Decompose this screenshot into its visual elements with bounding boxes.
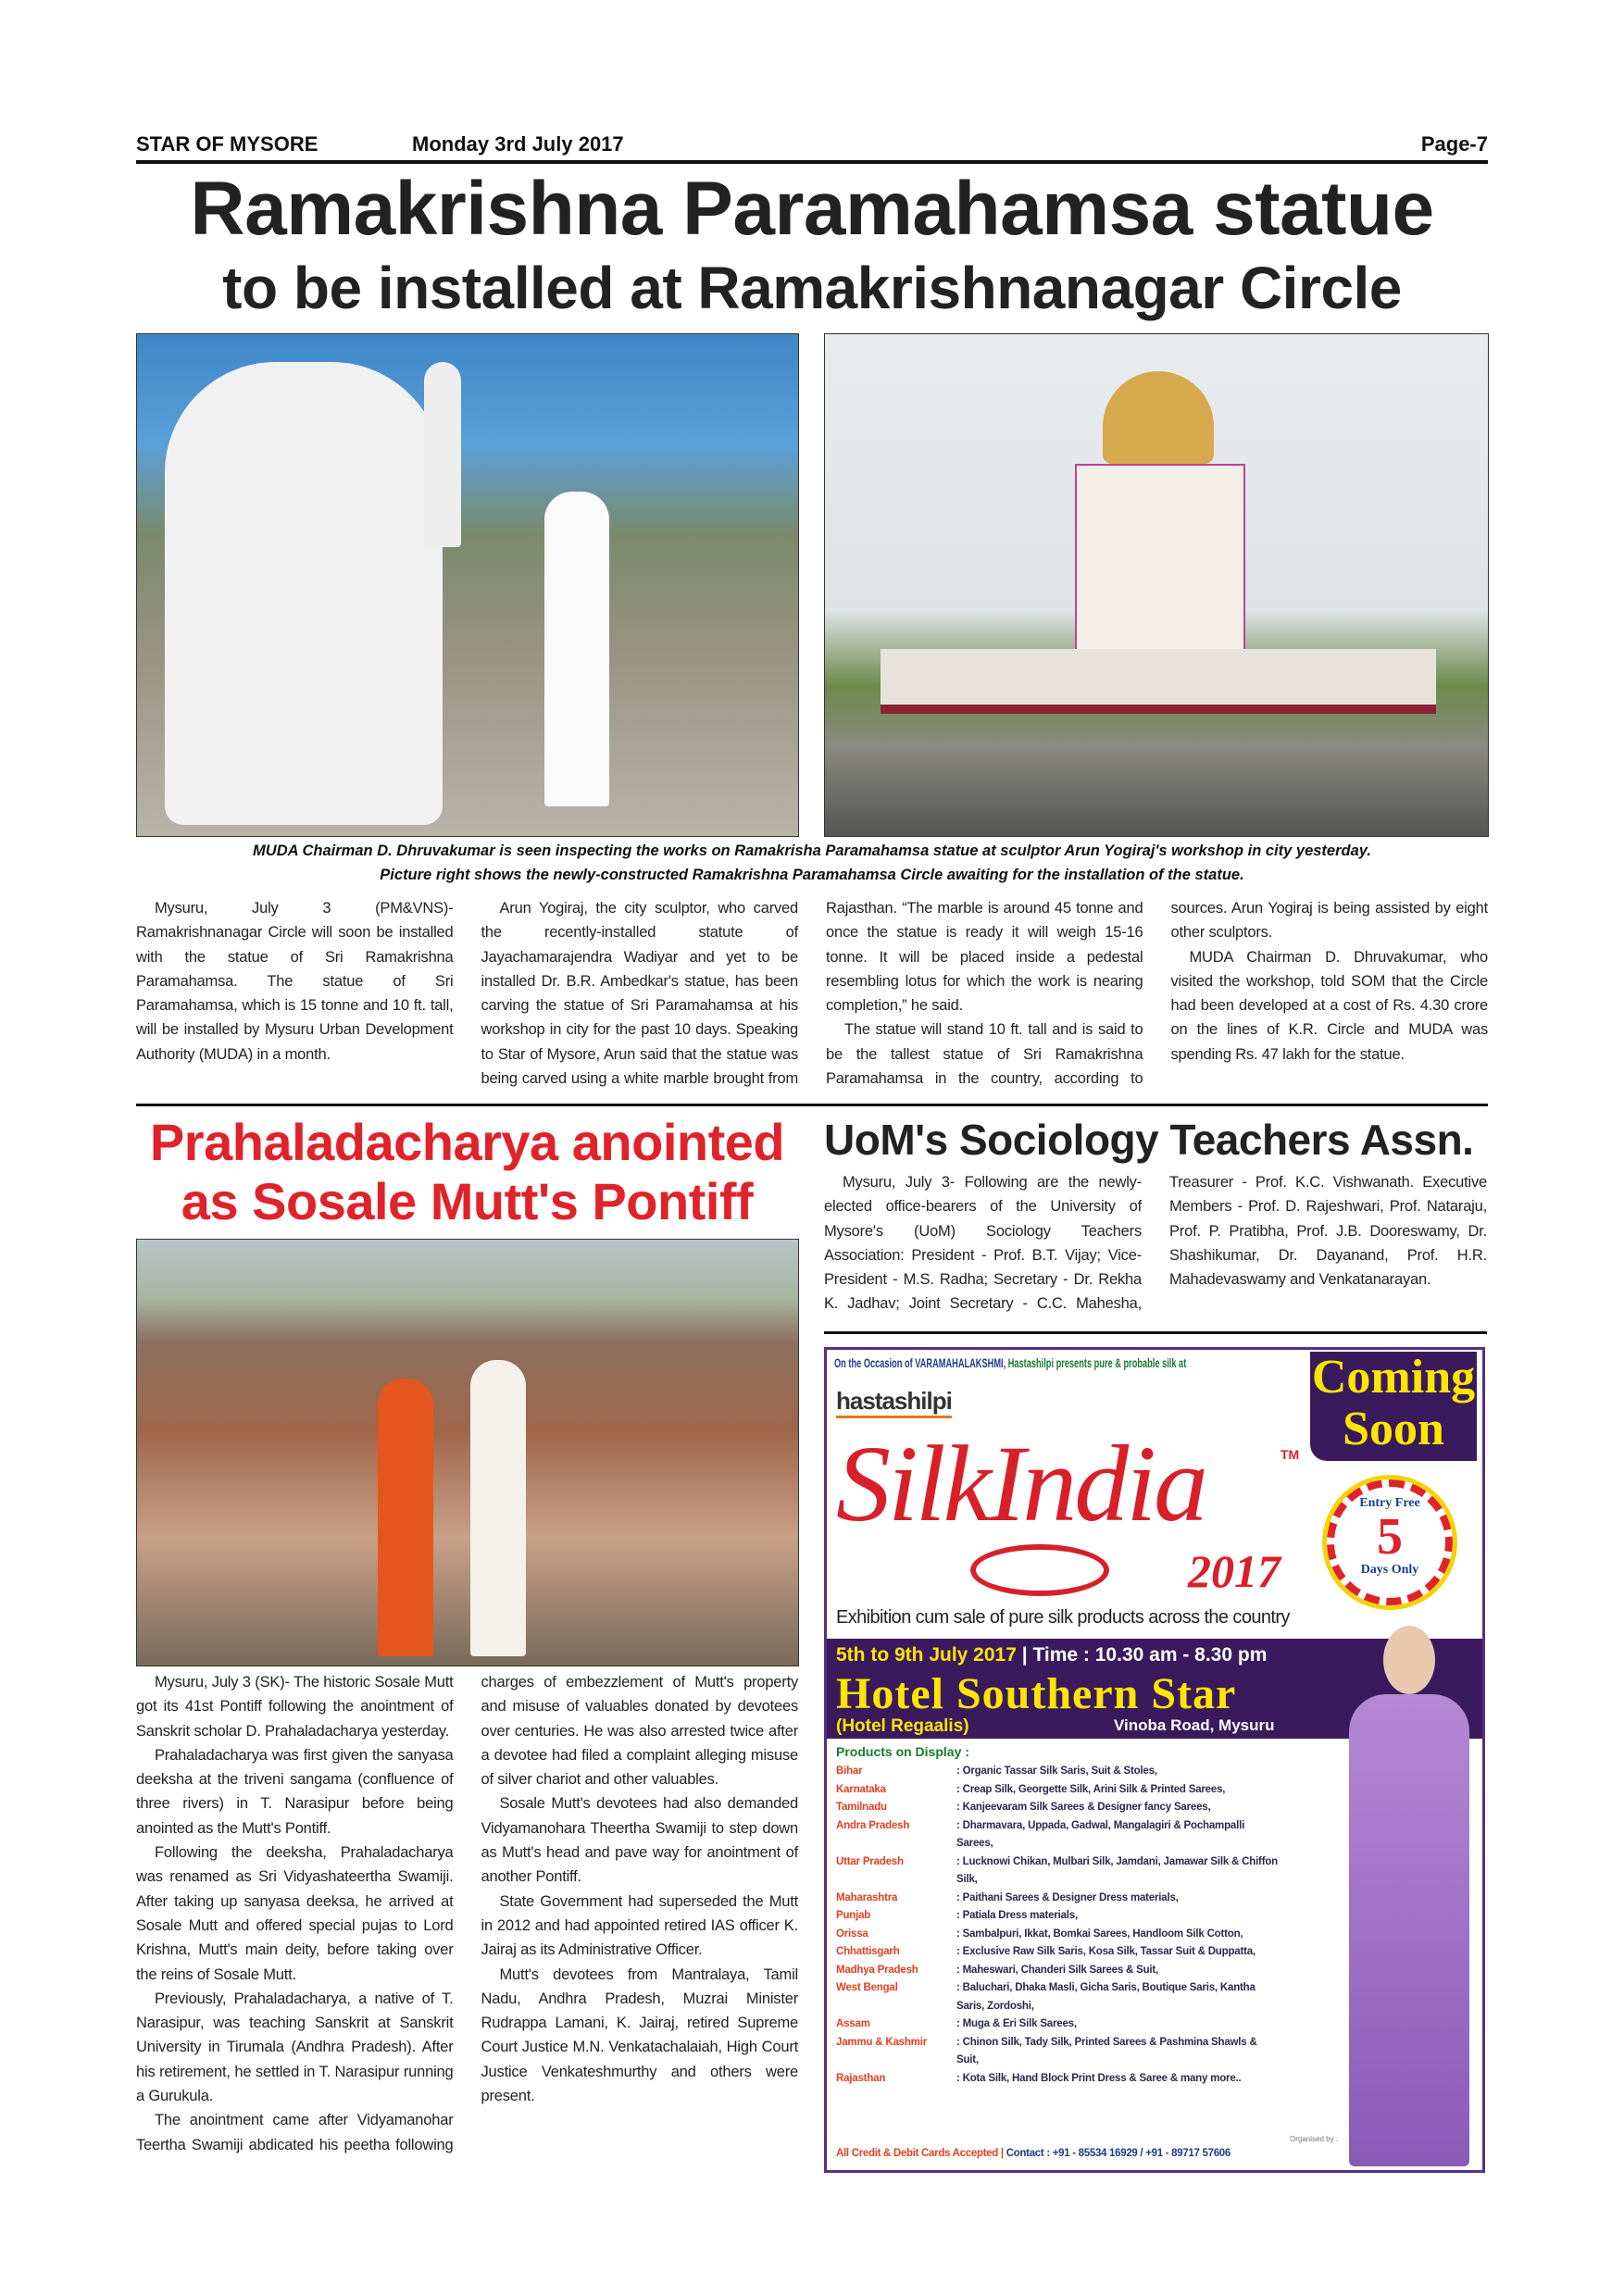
caption-line-2: Picture right shows the newly-constructed Ramakrishna Paramahamsa Circle awaiting for the installation of the statue.: [380, 867, 1244, 883]
ad-dates: [836, 1644, 1267, 1666]
products-list: [836, 1763, 1280, 2088]
state: Uttar Pradesh: [836, 1855, 904, 1867]
state: Andra Pradesh: [836, 1819, 910, 1831]
items: : Paithani Sarees & Designer Dress materials,: [956, 1891, 1179, 1903]
section-rule: [136, 1104, 1488, 1106]
product-row: [836, 1853, 1280, 1890]
product-row: [836, 1979, 1280, 2015]
paragraph: Previously, Prahaladacharya, a native of T. Narasipur, was teaching Sanskrit at Sanskrit University in Tirumala (Andhra Pradesh). After his retirement, he settled in T. Narasipur running a Gurukula.: [136, 1990, 454, 2105]
paragraph: MUDA Chairman D. Dhruvakumar, who visited the workshop, told SOM that the Circle had been developed at a cost of Rs. 4.30 crore on the lines of K.R. Circle and MUDA was spending Rs. 47 lakh for the statue.: [1170, 948, 1488, 1063]
contact-numbers: Contact : +91 - 85534 16929 / +91 - 89717 57606: [1006, 2148, 1230, 2159]
occasion-prefix: On the Occasion of VARAMAHALAKSHMI,: [834, 1355, 1006, 1370]
paragraph: The statue will stand 10 ft. tall and is said to be the tallest statue of Sri Ramakrishna Paramahamsa in the country, according to sources. Arun Yogiraj is being assisted by eight other sculptors.: [826, 900, 1488, 1088]
masthead-rule: [136, 160, 1488, 164]
infinity-icon: [970, 1544, 1109, 1596]
masthead: [136, 132, 1488, 160]
venue-address: Vinoba Road, Mysuru: [1114, 1716, 1275, 1734]
product-row: [836, 2070, 1280, 2089]
product-row: [836, 1907, 1280, 1926]
coming-text: Coming: [1311, 1351, 1476, 1404]
items: : Muga & Eri Silk Sarees,: [956, 2018, 1077, 2029]
paragraph: Sosale Mutt's devotees had also demanded Vidyamanohara Theertha Swamiji to step down as Mutt's head and pave way for anointment of another Pontiff.: [481, 1795, 798, 1886]
items: : Patiala Dress materials,: [956, 1910, 1078, 1921]
caption-line-1: MUDA Chairman D. Dhruvakumar is seen inspecting the works on Ramakrisha Paramahamsa statue at sculptor Arun Yogiraj's workshop in city yesterday.: [253, 842, 1371, 859]
product-row: [836, 1926, 1280, 1944]
ad-year: 2017: [1188, 1545, 1280, 1597]
paragraph: Mysuru, July 3 (PM&VNS)- Ramakrishnanagar Circle will soon be installed with the statue of Sri Ramakrishna Paramahamsa. The statue of Sri Paramahamsa, which is 15 tonne and 10 ft. tall, will be installed by Mysuru Urban Development Authority (MUDA) in a month.: [136, 900, 454, 1063]
issue-date: Monday 3rd July 2017: [412, 132, 624, 156]
state: Punjab: [836, 1910, 871, 1921]
product-row: [836, 2015, 1280, 2034]
items: : Creap Silk, Georgette Silk, Arini Silk & Printed Sarees,: [956, 1783, 1226, 1795]
silk-india-advertisement[interactable]: [824, 1347, 1485, 2173]
product-row: [836, 1943, 1280, 1962]
venue-alt: (Hotel Regaalis): [836, 1716, 969, 1736]
venue-name: Hotel Southern Star: [836, 1669, 1237, 1718]
state: Assam: [836, 2018, 870, 2029]
state: Rajasthan: [836, 2072, 886, 2084]
paragraph: State Government had superseded the Mutt in 2012 and had appointed retired IAS officer K. Jairaj as its Administrative Officer.: [481, 1892, 798, 1959]
sculptor-figure: [424, 362, 461, 547]
product-row: [836, 1781, 1280, 1800]
coming-soon-box: [1310, 1352, 1477, 1461]
ad-footer: [836, 2148, 1230, 2159]
entry-free-badge: [1327, 1479, 1453, 1605]
cards-accepted: All Credit & Debit Cards Accepted |: [836, 2148, 1004, 2159]
marble-statue: [165, 362, 443, 825]
paragraph: The anointment came after Vidyamanohar Teertha Swamiji abdicated his peetha following charges of embezzlement of Mutt's property and misuse of valuables donated by devotees over centuries. He was also arrested twice after a devotee had filed a complaint alleging misuse of silver chariot and other valuables.: [136, 1674, 798, 2153]
devotee-figure: [470, 1360, 526, 1656]
state: West Bengal: [836, 1982, 898, 1993]
items: : Baluchari, Dhaka Masli, Gicha Saris, Boutique Saris, Kantha Saris, Zordoshi,: [956, 1982, 1255, 2012]
state: Orissa: [836, 1928, 868, 1940]
state: Chhattisgarh: [836, 1946, 900, 1957]
soon-text: Soon: [1343, 1403, 1444, 1455]
paragraph: Mutt's devotees from Mantralaya, Tamil Nadu, Andhra Pradesh, Muzrai Minister Rudrappa Lamani, K. Jairaj, retired Supreme Court Justice M.N. Venkatachalaiah, High Court Justice Venkateshmurthy and others were present.: [481, 1965, 798, 2105]
state: Maharashtra: [836, 1891, 898, 1903]
lead-body: [136, 896, 1488, 1092]
uom-headline: UoM's Sociology Teachers Assn.: [824, 1116, 1474, 1164]
lead-subheadline: to be installed at Ramakrishnanagar Circle: [222, 255, 1402, 321]
model-in-saree: [1340, 1626, 1479, 2170]
items: : Kanjeevaram Silk Sarees & Designer fancy Sarees,: [956, 1802, 1211, 1813]
statue-workshop-photo: [136, 333, 799, 837]
sosale-subheadline: as Sosale Mutt's Pontiff: [181, 1172, 754, 1230]
product-row: [836, 1799, 1280, 1817]
items: : Lucknowi Chikan, Mulbari Silk, Jamdani, Jamawar Silk & Chiffon Silk,: [956, 1855, 1278, 1885]
pontiff-figure: [378, 1379, 433, 1656]
items: : Dharmavara, Uppada, Gadwal, Mangalagiri & Pochampalli Sarees,: [956, 1819, 1245, 1849]
page-number: Page-7: [1420, 132, 1488, 156]
product-row: [836, 1962, 1280, 1980]
state: Karnataka: [836, 1783, 886, 1795]
product-row: [836, 1890, 1280, 1908]
sosale-body: [136, 1670, 798, 2185]
paragraph: Mysuru, July 3- Following are the newly-elected office-bearers of the University of Mysore's (UoM) Sociology Teachers Association: President - Prof. B.T. Vijay; Vice-President - M.S. Radha; Secretary - Dr. Rekha K. Jadhav; Joint Secretary - C.C. Mahesha, Treasurer - Prof. K.C. Vishwanath. Executive Members - Prof. D. Rajeshwari, Prof. Nataraju, Prof. P. Pratibha, Prof. J.B. Dooreswamy, Dr. Shashikumar, Dr. Dayanand, Prof. H.R. Mahadevaswamy and Venkatanarayan.: [824, 1174, 1487, 1313]
ad-occasion: [834, 1355, 1186, 1370]
paper-name: STAR OF MYSORE: [136, 132, 319, 156]
dates-text: 5th to 9th July 2017: [836, 1644, 1017, 1666]
products-title: Products on Display :: [836, 1744, 969, 1759]
items: : Chinon Silk, Tady Silk, Printed Sarees & Pashmina Shawls & Suit,: [956, 2036, 1257, 2065]
chairman-figure: [544, 492, 609, 806]
dome: [1103, 371, 1214, 464]
ad-tagline: Exhibition cum sale of pure silk products across the country: [836, 1607, 1290, 1628]
product-row: [836, 1763, 1280, 1781]
pavilion: [1075, 464, 1245, 653]
hastashilpi-logo: hastashilpi: [836, 1387, 952, 1418]
items: : Organic Tassar Silk Saris, Suit & Stoles,: [956, 1766, 1157, 1777]
items: : Exclusive Raw Silk Saris, Kosa Silk, Tassar Suit & Duppatta,: [956, 1946, 1255, 1957]
badge-top: Entry Free: [1359, 1496, 1420, 1510]
sosale-headline: Prahaladacharya anointed: [149, 1113, 785, 1171]
circle-photo: [824, 333, 1489, 837]
items: : Sambalpuri, Ikkat, Bomkai Sarees, Handloom Silk Cotton,: [956, 1928, 1243, 1940]
circle-platform: [881, 649, 1436, 714]
uom-body: [824, 1170, 1487, 1320]
badge-bottom: Days Only: [1360, 1563, 1419, 1577]
organised-by: Organised by :: [1290, 2135, 1339, 2143]
paragraph: Mysuru, July 3 (SK)- The historic Sosale Mutt got its 41st Pontiff following the anointment of Sanskrit scholar D. Prahaladacharya yesterday.: [136, 1674, 454, 1740]
lead-caption: [136, 839, 1488, 887]
paragraph: Arun Yogiraj, the city sculptor, who carved the recently-installed statute of Jayachamarajendra Wadiyar and yet to be installed Dr. B.R. Ambedkar's statue, has been carving the statue of Sri Paramahamsa at his workshop in city for the past 10 days. Speaking to Star of Mysore, Arun said that the statue was being carved using a white marble brought from Rajasthan. “The marble is around 45 tonne and once the statue is ready it will weigh 15-16 tonne. It will be placed inside a pedestal resembling lotus for which the work is nearing completion,” he said.: [481, 900, 1143, 1088]
silk-india-logo: SilkIndia: [836, 1423, 1206, 1544]
state: Jammu & Kashmir: [836, 2036, 927, 2048]
uom-rule: [824, 1331, 1487, 1334]
trademark: TM: [1280, 1447, 1300, 1462]
badge-number: 5: [1377, 1508, 1403, 1566]
anointment-crowd-photo: [136, 1239, 799, 1666]
state: Tamilnadu: [836, 1802, 887, 1813]
paragraph: Following the deeksha, Prahaladacharya was renamed as Sri Vidyashateertha Swamiji. After taking up sanyasa deeksa, he arrived at Sosale Mutt and offered special pujas to Lord Krishna, Mutt's main deity, before taking over the reins of Sosale Mutt.: [136, 1844, 454, 1983]
paragraph: Prahaladacharya was first given the sanyasa deeksha at the triveni sangama (confluence of three rivers) in T. Narasipur before being anointed as the Mutt's Pontiff.: [136, 1746, 454, 1837]
state: Madhya Pradesh: [836, 1964, 918, 1976]
time-text: | Time : 10.30 am - 8.30 pm: [1021, 1644, 1268, 1666]
items: : Kota Silk, Hand Block Print Dress & Saree & many more..: [956, 2072, 1242, 2084]
items: : Maheswari, Chanderi Silk Sarees & Suit,: [956, 1964, 1159, 1976]
product-row: [836, 1817, 1280, 1853]
occasion-suffix: Hastashilpi presents pure & probable silk at: [1007, 1355, 1187, 1370]
lead-headline: Ramakrishna Paramahamsa statue: [190, 167, 1434, 251]
product-row: [836, 2034, 1280, 2070]
state: Bihar: [836, 1766, 863, 1777]
